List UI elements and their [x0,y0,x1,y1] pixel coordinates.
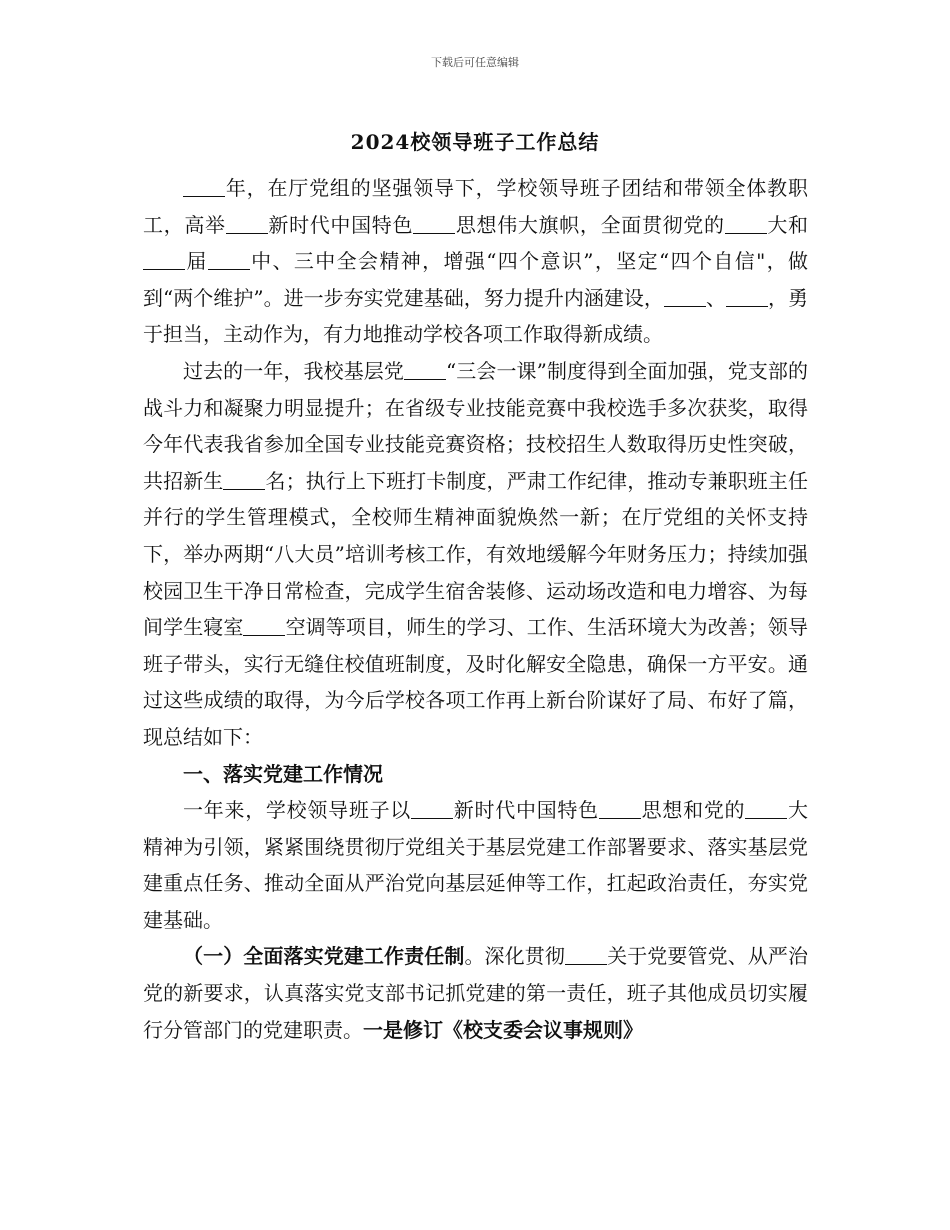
fill-blank [664,284,706,307]
section-heading: 一、落实党建工作情况 [183,761,383,786]
fill-blank [726,284,768,307]
header-note: 下载后可任意编辑 [431,56,519,69]
document-body [143,170,808,1048]
fill-blank [411,796,453,819]
fill-blank [404,357,446,380]
fill-blank [725,211,767,234]
fill-blank [599,796,641,819]
paragraph-review: 过去的一年，我校基层党 “三会一课”制度得到全面加强，党支部的战斗力和凝聚力明显提升；在省级专业技能竞赛中我校选手多次获奖，取得今年代表我省参加全国专业技能竞赛资格；技校招生人数取得历史性突破，共招新生 名；执行上下班打卡制度，严肃工作纪律，推动专兼职班主任并行的学生管理模式，全校师生精神面貌焕然一新；在厅党组的关怀支持下，举办两期“八大员”培训考核工作，有效地缓解今年财务压力；持续加强校园卫生干净日常检查，完成学生宿舍装修、运动场改造和电力增容、为每间学生寝室 空调等项目，师生的学习、工作、生活环境大为改善；领导班子带头，实行无缝住校值班制度，及时化解安全隐患，确保一方平安。通过这些成绩的取得，为今后学校各项工作再上新台阶谋好了局、布好了篇，现总结如下： [143,358,809,749]
paragraph-responsibility: （一）全面落实党建工作责任制。深化贯彻 关于党要管党、从严治党的新要求，认真落实党支部书记抓党建的第一责任，班子其他成员切实履行分管部门的党建职责。一是修订《校支委会议事规则》 [143,944,809,1042]
fill-blank [223,467,265,490]
paragraph-intro: 年，在厅党组的坚强领导下，学校领导班子团结和带领全体教职工，高举 新时代中国特色 思想伟大旗帜，全面贯彻党的 大和届 中、三中全会精神，增强“四个意识”，坚定“四个自信"，做到“两个维护”。进一步夯实党建基础，努力提升内涵建设， 、 ，勇于担当，主动作为，有力地推动学校各项工作取得新成绩。 [143,176,809,347]
fill-blank [565,942,607,965]
document-title: 2024校领导班子工作总结 [350,130,600,154]
fill-blank [183,174,225,197]
fill-blank [745,796,787,819]
fill-blank [243,613,285,636]
point-one: 一是修订《校支委会议事规则》 [363,1017,643,1042]
fill-blank [226,211,268,234]
fill-blank [208,247,250,270]
fill-blank [143,247,185,270]
fill-blank [413,211,455,234]
paragraph-section-intro: 一年来，学校领导班子以 新时代中国特色 思想和党的 大精神为引领，紧紧围绕贯彻厅党组关于基层党建工作部署要求、落实基层党建重点任务、推动全面从严治党向基层延伸等工作，扛起政治责任，夯实党建基础。 [143,798,809,932]
subheading-responsibility: （一）全面落实党建工作责任制 [183,944,465,969]
